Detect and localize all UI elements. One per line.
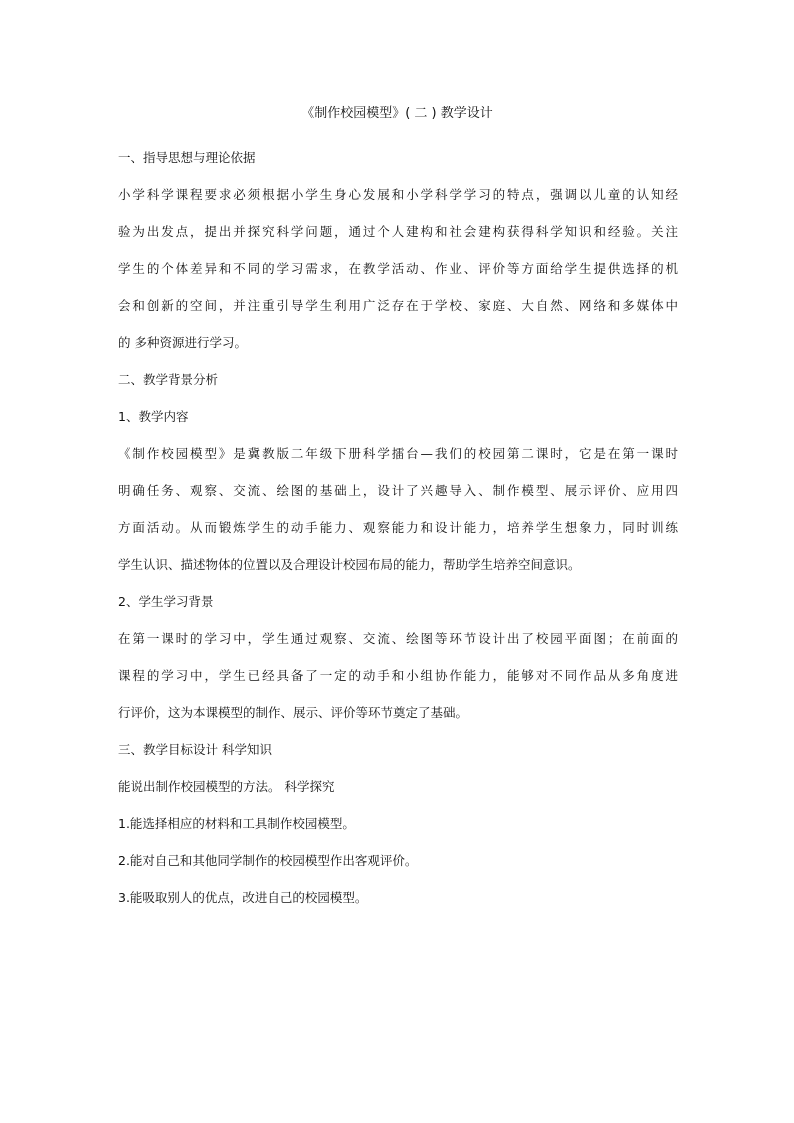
list-item: 3.能吸取别人的优点，改进自己的校园模型。 [118, 890, 368, 905]
list-item: 1.能选择相应的材料和工具制作校园模型。 [118, 816, 355, 831]
paragraph-line: 明确任务、观察、交流、绘图的基础上，设计了兴趣导入、制作模型、展示评价、应用四 [118, 483, 678, 498]
paragraph-line: 学生的个体差异和不同的学习需求，在教学活动、作业、评价等方面给学生提供选择的机 [118, 261, 678, 276]
section-heading-background-analysis: 二、教学背景分析 [118, 372, 219, 387]
paragraph-line: 在第一课时的学习中，学生通过观察、交流、绘图等环节设计出了校园平面图；在前面的 [118, 631, 678, 646]
paragraph-line: 行评价，这为本课模型的制作、展示、评价等环节奠定了基础。 [118, 705, 469, 720]
section-heading-guiding-thought: 一、指导思想与理论依据 [118, 150, 256, 165]
paragraph-line: 小学科学课程要求必须根据小学生身心发展和小学科学学习的特点，强调以儿童的认知经 [118, 187, 678, 202]
paragraph-line: 验为出发点，提出并探究科学问题，通过个人建构和社会建构获得科学知识和经验。关注 [118, 224, 678, 239]
list-item: 2.能对自己和其他同学制作的校园模型作出客观评价。 [118, 853, 418, 868]
section-heading-teaching-objectives: 三、教学目标设计 科学知识 [118, 742, 272, 757]
paragraph-line: 课程的学习中，学生已经具备了一定的动手和小组协作能力，能够对不同作品从多角度进 [118, 668, 678, 683]
paragraph-line: 《制作校园模型》是冀教版二年级下册科学擂台—我们的校园第二课时，它是在第一课时 [118, 446, 678, 461]
paragraph-line: 的 多种资源进行学习。 [118, 335, 247, 350]
subsection-heading-teaching-content: 1、教学内容 [118, 409, 189, 424]
paragraph-line: 学生认识、描述物体的位置以及合理设计校园布局的能力，帮助学生培养空间意识。 [118, 557, 581, 572]
paragraph-line: 会和创新的空间，并注重引导学生利用广泛存在于学校、家庭、大自然、网络和多媒体中 [118, 298, 678, 313]
document-title: 《制作校园模型》( 二 ) 教学设计 [301, 106, 493, 121]
paragraph-line: 能说出制作校园模型的方法。 科学探究 [118, 779, 335, 794]
subsection-heading-student-background: 2、学生学习背景 [118, 594, 214, 609]
paragraph-line: 方面活动。从而锻炼学生的动手能力、观察能力和设计能力，培养学生想象力，同时训练 [118, 520, 678, 535]
